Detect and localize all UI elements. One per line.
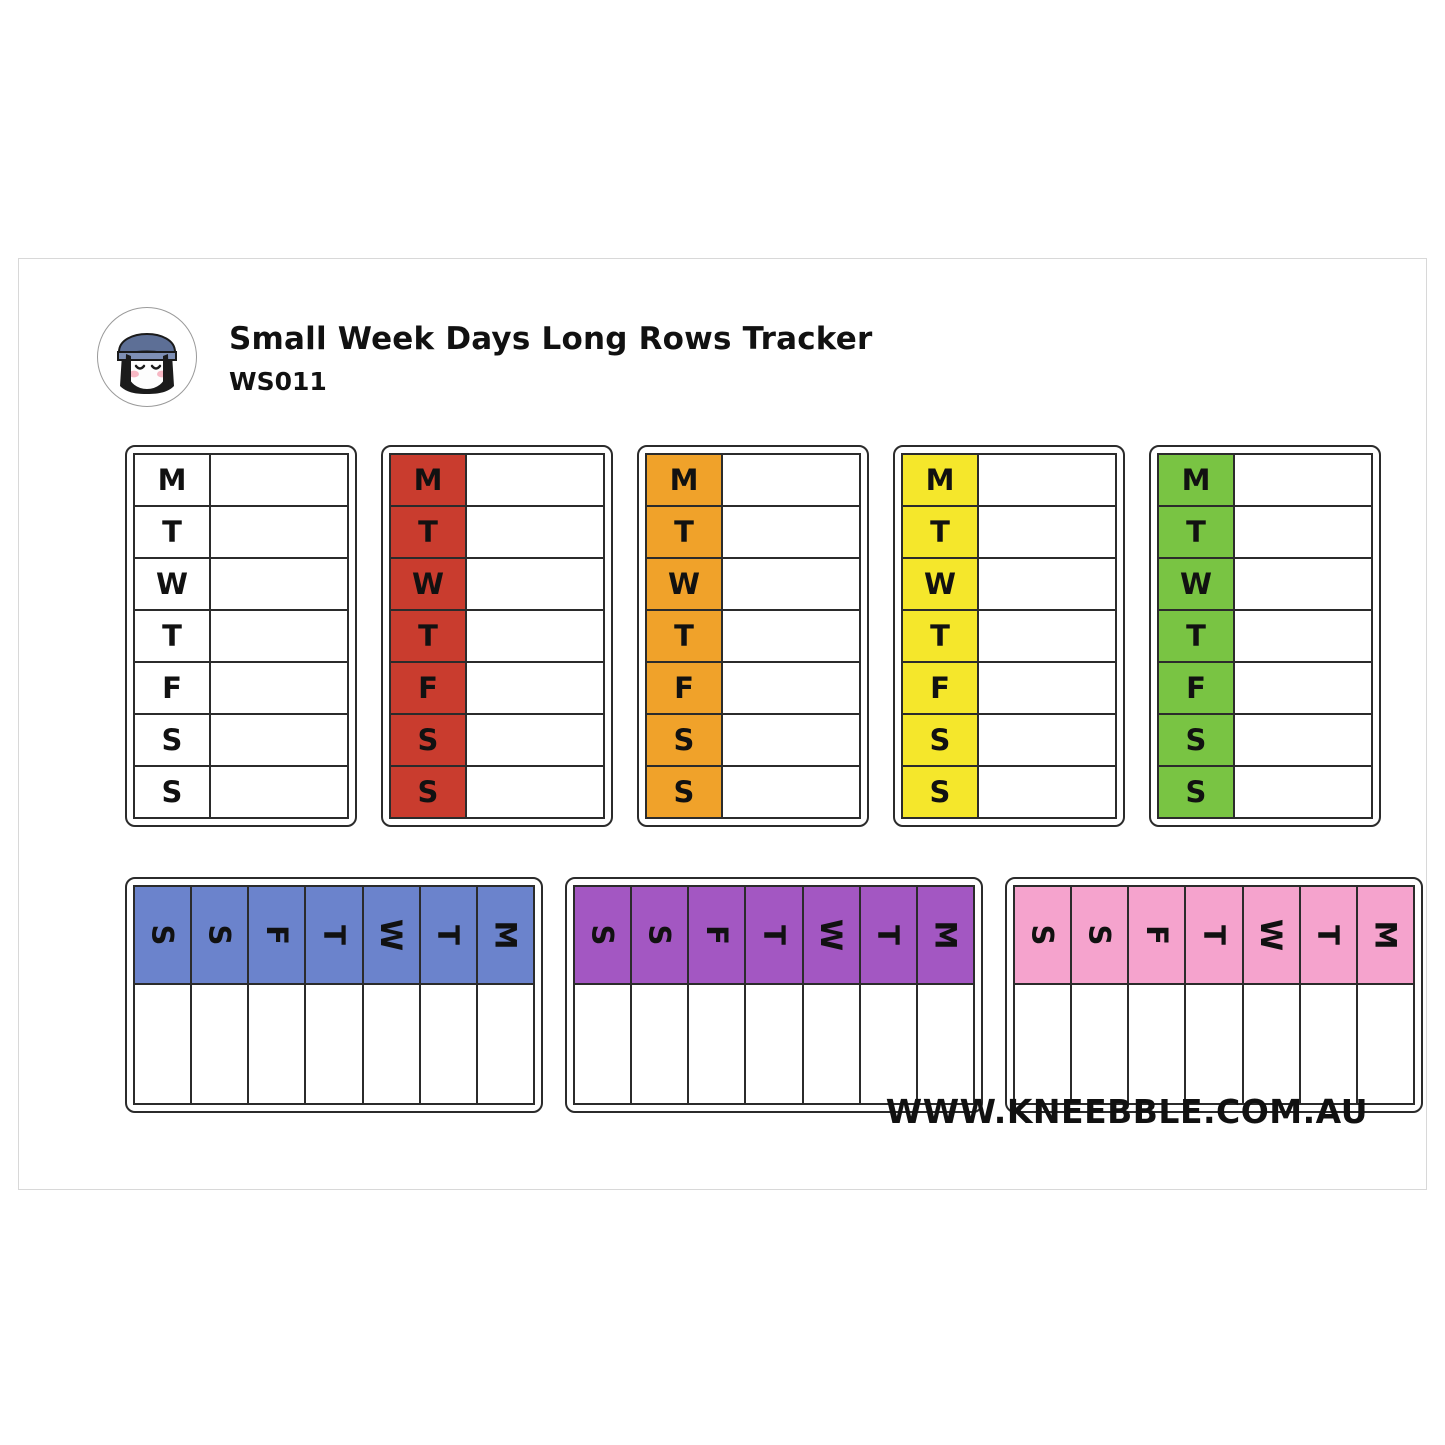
day-label-cell <box>1358 887 1415 985</box>
tracker-entry-cell[interactable] <box>979 663 1117 715</box>
tracker-grid <box>1157 453 1373 819</box>
tracker-entry-cell[interactable] <box>979 507 1117 559</box>
tracker-entry-cell[interactable] <box>632 985 689 1105</box>
day-label-cell: S <box>391 767 467 819</box>
sheet-header <box>97 307 872 407</box>
tracker-entry-cell[interactable] <box>467 715 605 767</box>
day-label-cell <box>1129 887 1186 985</box>
tracker-entry-cell[interactable] <box>467 611 605 663</box>
day-label-cell: F <box>391 663 467 715</box>
day-label-cell: F <box>1159 663 1235 715</box>
tracker-entry-cell[interactable] <box>1235 455 1373 507</box>
day-label-cell: W <box>903 559 979 611</box>
page-title: Small Week Days Long Rows Tracker <box>229 321 873 357</box>
tracker-entry-cell[interactable] <box>478 985 535 1105</box>
tracker-entry-cell[interactable] <box>211 455 349 507</box>
tracker-entry-cell[interactable] <box>211 559 349 611</box>
tracker-grid <box>645 453 861 819</box>
vertical-tracker-card-yellow <box>893 445 1125 827</box>
avatar-beanie-icon <box>97 307 197 407</box>
day-label-cell: F <box>647 663 723 715</box>
tracker-entry-cell[interactable] <box>467 455 605 507</box>
day-label-cell: F <box>903 663 979 715</box>
tracker-entry-cell[interactable] <box>1235 715 1373 767</box>
day-label-cell <box>1015 887 1072 985</box>
day-label-cell <box>575 887 632 985</box>
horizontal-tracker-group <box>125 877 1423 1113</box>
tracker-grid <box>389 453 605 819</box>
tracker-entry-cell[interactable] <box>192 985 249 1105</box>
tracker-entry-cell[interactable] <box>979 455 1117 507</box>
vertical-tracker-group <box>125 445 1381 827</box>
vertical-tracker-card-red <box>381 445 613 827</box>
tracker-entry-cell[interactable] <box>467 663 605 715</box>
day-label-cell: T <box>135 611 211 663</box>
day-label-cell: T <box>647 611 723 663</box>
tracker-entry-cell[interactable] <box>364 985 421 1105</box>
day-label-cell <box>192 887 249 985</box>
day-label-text: W <box>1254 919 1289 951</box>
day-label-cell <box>861 887 918 985</box>
tracker-entry-cell[interactable] <box>1244 985 1301 1105</box>
day-label-cell: T <box>903 507 979 559</box>
day-label-cell: S <box>903 767 979 819</box>
day-label-cell <box>135 887 192 985</box>
day-label-text: F <box>1139 925 1174 945</box>
tracker-entry-cell[interactable] <box>979 559 1117 611</box>
day-label-text: T <box>431 925 466 945</box>
tracker-entry-cell[interactable] <box>804 985 861 1105</box>
day-label-cell: W <box>135 559 211 611</box>
day-label-cell: M <box>391 455 467 507</box>
tracker-grid <box>901 453 1117 819</box>
tracker-entry-cell[interactable] <box>467 559 605 611</box>
day-label-cell: S <box>135 715 211 767</box>
tracker-entry-cell[interactable] <box>689 985 746 1105</box>
day-label-cell: S <box>647 767 723 819</box>
day-label-text: W <box>374 919 409 951</box>
day-label-cell: S <box>135 767 211 819</box>
tracker-entry-cell[interactable] <box>979 767 1117 819</box>
day-label-cell <box>632 887 689 985</box>
tracker-grid <box>573 885 975 1105</box>
day-label-text: M <box>488 920 523 950</box>
tracker-entry-cell[interactable] <box>723 559 861 611</box>
vertical-tracker-card-green <box>1149 445 1381 827</box>
tracker-entry-cell[interactable] <box>467 507 605 559</box>
tracker-entry-cell[interactable] <box>1235 611 1373 663</box>
day-label-text: T <box>1311 925 1346 945</box>
day-label-cell: S <box>647 715 723 767</box>
day-label-text: S <box>642 924 677 946</box>
tracker-entry-cell[interactable] <box>211 715 349 767</box>
tracker-entry-cell[interactable] <box>723 507 861 559</box>
day-label-cell: S <box>391 715 467 767</box>
day-label-cell: M <box>1159 455 1235 507</box>
tracker-entry-cell[interactable] <box>1186 985 1243 1105</box>
tracker-entry-cell[interactable] <box>211 663 349 715</box>
day-label-text: W <box>814 919 849 951</box>
day-label-cell <box>421 887 478 985</box>
tracker-entry-cell[interactable] <box>723 715 861 767</box>
day-label-text: S <box>1025 924 1060 946</box>
day-label-text: M <box>1368 920 1403 950</box>
tracker-grid <box>1013 885 1415 1105</box>
vertical-tracker-card-white <box>125 445 357 827</box>
day-label-cell <box>1186 887 1243 985</box>
tracker-entry-cell[interactable] <box>135 985 192 1105</box>
day-label-cell <box>689 887 746 985</box>
day-label-cell: W <box>391 559 467 611</box>
day-label-cell <box>1244 887 1301 985</box>
tracker-entry-cell[interactable] <box>1235 767 1373 819</box>
sticker-sheet <box>18 258 1427 1190</box>
day-label-cell: W <box>647 559 723 611</box>
tracker-entry-cell[interactable] <box>467 767 605 819</box>
vertical-tracker-card-orange <box>637 445 869 827</box>
tracker-entry-cell[interactable] <box>211 507 349 559</box>
day-label-cell <box>249 887 306 985</box>
website-url: WWW.KNEEBBLE.COM.AU <box>885 1092 1368 1131</box>
day-label-cell: F <box>135 663 211 715</box>
day-label-cell: T <box>391 507 467 559</box>
tracker-entry-cell[interactable] <box>723 767 861 819</box>
tracker-entry-cell[interactable] <box>249 985 306 1105</box>
day-label-cell <box>364 887 421 985</box>
tracker-entry-cell[interactable] <box>979 611 1117 663</box>
title-block <box>229 307 872 396</box>
day-label-text: F <box>259 925 294 945</box>
day-label-text: S <box>202 924 237 946</box>
tracker-entry-cell[interactable] <box>723 663 861 715</box>
horizontal-tracker-card-blue <box>125 877 543 1113</box>
tracker-entry-cell[interactable] <box>723 611 861 663</box>
day-label-cell <box>478 887 535 985</box>
tracker-entry-cell[interactable] <box>1015 985 1072 1105</box>
day-label-text: S <box>1082 924 1117 946</box>
day-label-text: T <box>1196 925 1231 945</box>
tracker-grid <box>133 885 535 1105</box>
tracker-entry-cell[interactable] <box>211 611 349 663</box>
day-label-cell: W <box>1159 559 1235 611</box>
tracker-entry-cell[interactable] <box>1301 985 1358 1105</box>
day-label-cell: M <box>903 455 979 507</box>
tracker-entry-cell[interactable] <box>1072 985 1129 1105</box>
day-label-cell: T <box>1159 611 1235 663</box>
day-label-cell: S <box>1159 715 1235 767</box>
tracker-entry-cell[interactable] <box>723 455 861 507</box>
day-label-cell: M <box>135 455 211 507</box>
day-label-text: T <box>316 925 351 945</box>
day-label-cell: T <box>391 611 467 663</box>
tracker-entry-cell[interactable] <box>1235 507 1373 559</box>
day-label-cell: T <box>135 507 211 559</box>
tracker-entry-cell[interactable] <box>1235 559 1373 611</box>
horizontal-tracker-card-purple <box>565 877 983 1113</box>
day-label-cell <box>918 887 975 985</box>
horizontal-tracker-card-pink <box>1005 877 1423 1113</box>
day-label-cell <box>306 887 363 985</box>
day-label-cell <box>1072 887 1129 985</box>
tracker-entry-cell[interactable] <box>1358 985 1415 1105</box>
tracker-entry-cell[interactable] <box>421 985 478 1105</box>
day-label-text: S <box>585 924 620 946</box>
day-label-cell: M <box>647 455 723 507</box>
product-code: WS011 <box>229 367 327 396</box>
tracker-entry-cell[interactable] <box>918 985 975 1105</box>
day-label-text: T <box>756 925 791 945</box>
day-label-cell <box>804 887 861 985</box>
tracker-entry-cell[interactable] <box>575 985 632 1105</box>
day-label-cell: T <box>1159 507 1235 559</box>
day-label-text: M <box>928 920 963 950</box>
day-label-text: T <box>871 925 906 945</box>
day-label-text: F <box>699 925 734 945</box>
tracker-entry-cell[interactable] <box>306 985 363 1105</box>
day-label-cell: S <box>1159 767 1235 819</box>
day-label-cell <box>746 887 803 985</box>
day-label-text: S <box>145 924 180 946</box>
tracker-grid <box>133 453 349 819</box>
day-label-cell: S <box>903 715 979 767</box>
tracker-entry-cell[interactable] <box>1235 663 1373 715</box>
tracker-entry-cell[interactable] <box>979 715 1117 767</box>
day-label-cell <box>1301 887 1358 985</box>
tracker-entry-cell[interactable] <box>1129 985 1186 1105</box>
day-label-cell: T <box>903 611 979 663</box>
tracker-entry-cell[interactable] <box>861 985 918 1105</box>
tracker-entry-cell[interactable] <box>746 985 803 1105</box>
tracker-entry-cell[interactable] <box>211 767 349 819</box>
day-label-cell: T <box>647 507 723 559</box>
